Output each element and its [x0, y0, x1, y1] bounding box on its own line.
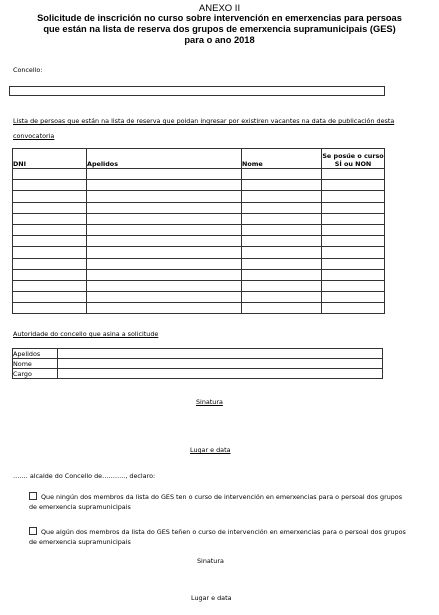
- table-cell[interactable]: [322, 280, 385, 291]
- table-cell[interactable]: [13, 269, 87, 280]
- table-row: [13, 236, 385, 247]
- table-cell[interactable]: [87, 202, 242, 213]
- table-cell[interactable]: [242, 169, 322, 180]
- authority-heading: Autoridade do concello que asina a solicitude: [13, 330, 159, 338]
- table-row: [13, 213, 385, 224]
- title-line: Solicitude de inscrición no curso sobre intervención en emerxencias para persoas: [37, 13, 402, 23]
- table-cell[interactable]: [87, 303, 242, 314]
- table-row: [13, 247, 385, 258]
- table-cell[interactable]: [13, 280, 87, 291]
- table-cell[interactable]: [87, 292, 242, 303]
- table-cell[interactable]: [322, 236, 385, 247]
- table-row: [13, 303, 385, 314]
- document-title: [0, 13, 439, 46]
- table-cell[interactable]: [13, 213, 87, 224]
- table-cell[interactable]: [87, 169, 242, 180]
- table-row: [13, 224, 385, 235]
- table-cell[interactable]: [322, 213, 385, 224]
- table-cell[interactable]: [322, 247, 385, 258]
- table-cell[interactable]: [87, 224, 242, 235]
- checkbox[interactable]: [29, 527, 37, 535]
- table-cell[interactable]: [242, 303, 322, 314]
- declaration-text: ……. alcalde do Concello de……….., declaro:: [13, 472, 156, 480]
- table-row: [13, 191, 385, 202]
- table-cell[interactable]: [242, 224, 322, 235]
- concello-label: Concello:: [13, 66, 43, 74]
- authority-input-apelidos[interactable]: [58, 349, 383, 359]
- table-cell[interactable]: [13, 180, 87, 191]
- table-cell[interactable]: [322, 180, 385, 191]
- table-cell[interactable]: [87, 258, 242, 269]
- place-date-label: Lugar e data: [190, 446, 231, 454]
- authority-label: Apelidos: [13, 349, 58, 359]
- table-cell[interactable]: [13, 169, 87, 180]
- authority-label: Nome: [13, 359, 58, 369]
- table-cell[interactable]: [242, 202, 322, 213]
- table-cell[interactable]: [242, 236, 322, 247]
- table-cell[interactable]: [87, 269, 242, 280]
- table-cell[interactable]: [87, 280, 242, 291]
- table-cell[interactable]: [87, 180, 242, 191]
- table-cell[interactable]: [13, 247, 87, 258]
- table-cell[interactable]: [87, 236, 242, 247]
- option-text: Que algún dos membros da lista do GES teñen o curso de intervención en emerxencias para o persoal dos grupos de emerxencia supramunicipais: [29, 528, 406, 546]
- concello-field[interactable]: [9, 86, 385, 96]
- table-cell[interactable]: [242, 258, 322, 269]
- authority-input-nome[interactable]: [58, 359, 383, 369]
- table-row: [13, 280, 385, 291]
- table-cell[interactable]: [242, 191, 322, 202]
- authority-row: [13, 359, 383, 369]
- col-apelidos: Apelidos: [87, 149, 242, 169]
- table-body: [13, 169, 385, 314]
- table-cell[interactable]: [322, 191, 385, 202]
- authority-row: [13, 369, 383, 379]
- authority-input-cargo[interactable]: [58, 369, 383, 379]
- table-cell[interactable]: [87, 247, 242, 258]
- table-cell[interactable]: [242, 269, 322, 280]
- table-header-row: [13, 149, 385, 169]
- authority-table: [12, 348, 383, 379]
- table-cell[interactable]: [322, 202, 385, 213]
- option-text: Que ningún dos membros da lista do GES ten o curso de intervención en emerxencias para o persoal dos grupos de emerxencia supramunicipais: [29, 493, 403, 511]
- table-cell[interactable]: [13, 292, 87, 303]
- table-row: [13, 202, 385, 213]
- table-cell[interactable]: [242, 292, 322, 303]
- table-cell[interactable]: [242, 280, 322, 291]
- table-cell[interactable]: [13, 191, 87, 202]
- authority-label: Cargo: [13, 369, 58, 379]
- table-cell[interactable]: [87, 191, 242, 202]
- table-cell[interactable]: [322, 169, 385, 180]
- list-heading: Lista de persoas que están na lista de reserva que poidan ingresar por existiren vacantes na data de publicación desta convocatoria: [13, 117, 395, 140]
- option-item: [29, 527, 409, 547]
- table-cell[interactable]: [322, 292, 385, 303]
- table-cell[interactable]: [13, 258, 87, 269]
- table-cell[interactable]: [322, 224, 385, 235]
- title-line: para o ano 2018: [184, 35, 255, 45]
- annex-label: ANEXO II: [198, 3, 241, 14]
- col-dni: DNI: [13, 149, 87, 169]
- table-cell[interactable]: [322, 258, 385, 269]
- reserve-list-table: [12, 148, 385, 314]
- table-cell[interactable]: [242, 213, 322, 224]
- table-row: [13, 169, 385, 180]
- table-cell[interactable]: [13, 202, 87, 213]
- table-cell[interactable]: [87, 213, 242, 224]
- checkbox[interactable]: [29, 492, 37, 500]
- table-cell[interactable]: [13, 224, 87, 235]
- col-nome: Nome: [242, 149, 322, 169]
- table-row: [13, 269, 385, 280]
- option-item: [29, 492, 409, 512]
- table-row: [13, 258, 385, 269]
- signature-label-2: Sinatura: [197, 557, 224, 565]
- table-cell[interactable]: [242, 247, 322, 258]
- title-line: que están na lista de reserva dos grupos de emerxencia supramunicipais (GES): [43, 24, 396, 34]
- table-cell[interactable]: [322, 303, 385, 314]
- place-date-label-2: Lugar e data: [191, 594, 232, 602]
- signature-label: Sinatura: [196, 398, 223, 406]
- table-row: [13, 180, 385, 191]
- table-cell[interactable]: [13, 236, 87, 247]
- table-cell[interactable]: [13, 303, 87, 314]
- col-curso: Se posúe o curso SÍ ou NON: [322, 149, 385, 169]
- table-cell[interactable]: [322, 269, 385, 280]
- authority-row: [13, 349, 383, 359]
- table-row: [13, 292, 385, 303]
- table-cell[interactable]: [242, 180, 322, 191]
